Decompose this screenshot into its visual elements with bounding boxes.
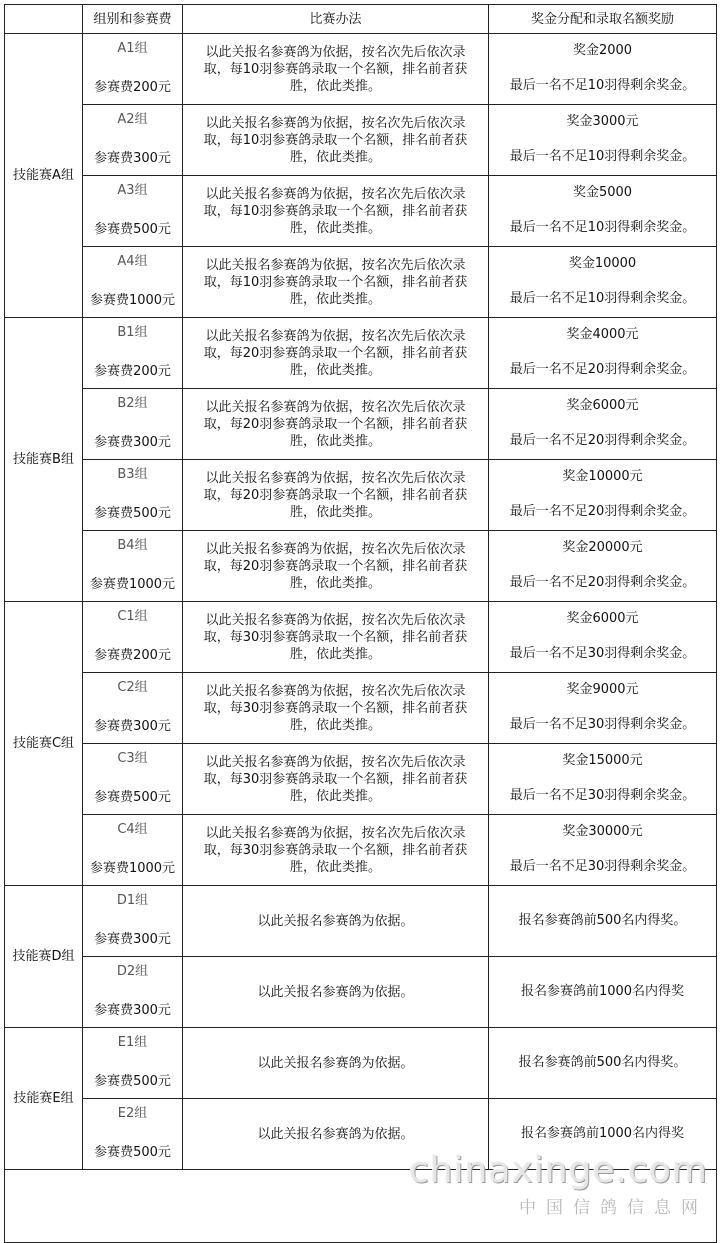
prize-cell [489,247,717,318]
rule-text: 以此关报名参赛鸽为依据，按名次先后依次录取，每10羽参赛鸽录取一个名额，排名前者获胜，依此类推。 [203,44,468,94]
prize-amount: 报名参赛鸽前1000名内得奖 [520,1125,685,1141]
sub-group-cell [83,34,183,105]
table-row [5,957,717,1028]
entry-fee: 参赛费300元 [94,932,171,947]
sub-group-cell [83,105,183,176]
rule-text: 以此关报名参赛鸽为依据，按名次先后依次录取，每30羽参赛鸽录取一个名额，排名前者获胜，依此类推。 [203,612,468,662]
prize-note: 最后一名不足30羽得剩余奖金。 [509,646,696,661]
prize-note: 最后一名不足10羽得剩余奖金。 [509,78,696,93]
rule-text: 以此关报名参赛鸽为依据，按名次先后依次录取，每10羽参赛鸽录取一个名额，排名前者获胜，依此类推。 [203,257,468,307]
sub-group-cell [83,318,183,389]
prize-note: 最后一名不足30羽得剩余奖金。 [509,717,696,732]
sub-group-code: A2组 [117,112,148,127]
prize-cell [489,318,717,389]
rule-cell [183,389,489,460]
entry-fee: 参赛费200元 [94,648,171,663]
prize-note: 最后一名不足20羽得剩余奖金。 [509,504,696,519]
rule-text: 以此关报名参赛鸽为依据，按名次先后依次录取，每20羽参赛鸽录取一个名额，排名前者获胜，依此类推。 [203,470,468,520]
rule-text: 以此关报名参赛鸽为依据，按名次先后依次录取，每20羽参赛鸽录取一个名额，排名前者获胜，依此类推。 [203,541,468,591]
sub-group-cell [83,957,183,1028]
prize-amount: 奖金30000元 [562,824,643,839]
header-blank [5,5,83,34]
rule-cell [183,176,489,247]
rule-text: 以此关报名参赛鸽为依据，按名次先后依次录取，每10羽参赛鸽录取一个名额，排名前者获胜，依此类推。 [203,186,468,236]
sub-group-code: B4组 [117,538,148,553]
prize-cell [489,744,717,815]
table-row [5,673,717,744]
prize-amount: 奖金4000元 [566,327,639,342]
prize-note: 最后一名不足10羽得剩余奖金。 [509,291,696,306]
prize-cell [489,1028,717,1099]
watermark [409,1150,708,1218]
sub-group-cell [83,460,183,531]
prize-amount: 奖金9000元 [566,682,639,697]
sub-group-code: B1组 [117,325,148,340]
prize-amount: 奖金2000 [572,43,633,58]
entry-fee: 参赛费1000元 [89,861,176,876]
sub-group-cell [83,531,183,602]
rule-text: 以此关报名参赛鸽为依据。 [257,1055,414,1071]
table-row [5,34,717,105]
entry-fee: 参赛费200元 [94,364,171,379]
sub-group-code: B2组 [117,396,148,411]
rule-cell [183,34,489,105]
prize-cell [489,176,717,247]
prize-amount: 奖金6000元 [566,398,639,413]
rule-cell [183,247,489,318]
prize-amount: 报名参赛鸽前1000名内得奖 [520,983,685,999]
sub-group-code: E1组 [117,1035,148,1050]
sub-group-cell [83,247,183,318]
prize-cell [489,602,717,673]
sub-group-cell [83,815,183,886]
prize-amount: 奖金6000元 [566,611,639,626]
entry-fee: 参赛费300元 [94,435,171,450]
prize-amount: 奖金10000 [568,256,637,271]
rule-cell [183,318,489,389]
rule-cell [183,673,489,744]
group-name: 技能赛E组 [5,1028,83,1170]
group-name: 技能赛D组 [5,886,83,1028]
table-row [5,105,717,176]
entry-fee: 参赛费300元 [94,719,171,734]
sub-group-code: C4组 [117,822,148,837]
entry-fee: 参赛费300元 [94,1003,171,1018]
sub-group-cell [83,1028,183,1099]
table-row [5,886,717,957]
table-row [5,744,717,815]
entry-fee: 参赛费1000元 [89,577,176,592]
sub-group-code: D2组 [116,964,149,979]
header-rules: 比赛办法 [183,5,489,34]
prize-cell [489,389,717,460]
sub-group-code: C2组 [117,680,148,695]
sub-group-cell [83,389,183,460]
rule-text: 以此关报名参赛鸽为依据。 [257,913,414,929]
prize-amount: 报名参赛鸽前500名内得奖。 [518,912,687,928]
rule-text: 以此关报名参赛鸽为依据，按名次先后依次录取，每30羽参赛鸽录取一个名额，排名前者获胜，依此类推。 [203,825,468,875]
entry-fee: 参赛费500元 [94,1074,171,1089]
sub-group-cell [83,744,183,815]
header-group-fee: 组别和参赛费 [83,5,183,34]
entry-fee: 参赛费500元 [94,506,171,521]
sub-group-cell [83,886,183,957]
rule-cell [183,531,489,602]
table-row [5,602,717,673]
rule-text: 以此关报名参赛鸽为依据，按名次先后依次录取，每30羽参赛鸽录取一个名额，排名前者获胜，依此类推。 [203,683,468,733]
rule-cell [183,105,489,176]
sub-group-cell [83,673,183,744]
rule-text: 以此关报名参赛鸽为依据，按名次先后依次录取，每10羽参赛鸽录取一个名额，排名前者获胜，依此类推。 [203,115,468,165]
table-row [5,247,717,318]
table-row [5,176,717,247]
prize-cell [489,815,717,886]
prize-amount: 奖金3000元 [566,114,639,129]
rule-cell [183,1028,489,1099]
prize-amount: 奖金20000元 [562,540,643,555]
prize-note: 最后一名不足10羽得剩余奖金。 [509,149,696,164]
watermark-name: 中国信鸽信息网 [519,1198,708,1218]
sub-group-code: D1组 [116,893,149,908]
sub-group-cell [83,602,183,673]
entry-fee: 参赛费500元 [94,222,171,237]
sub-group-code: C1组 [117,609,148,624]
entry-fee: 参赛费300元 [94,151,171,166]
table-row [5,815,717,886]
rule-cell [183,602,489,673]
table-row [5,318,717,389]
table-row [5,1028,717,1099]
entry-fee: 参赛费500元 [94,790,171,805]
prize-note: 最后一名不足20羽得剩余奖金。 [509,362,696,377]
rule-text: 以此关报名参赛鸽为依据。 [257,984,414,1000]
prize-note: 最后一名不足20羽得剩余奖金。 [509,575,696,590]
group-name: 技能赛B组 [5,318,83,602]
header-prize: 奖金分配和录取名额奖励 [489,5,717,34]
table-row [5,389,717,460]
prize-note: 最后一名不足10羽得剩余奖金。 [509,220,696,235]
sub-group-code: A1组 [117,41,148,56]
prize-cell [489,105,717,176]
table-row [5,460,717,531]
header-row [5,5,717,34]
prize-cell [489,886,717,957]
prize-amount: 报名参赛鸽前500名内得奖。 [518,1054,687,1070]
sub-group-cell [83,1099,183,1170]
rule-cell [183,886,489,957]
prize-amount: 奖金5000 [572,185,633,200]
prize-amount: 奖金15000元 [562,753,643,768]
prize-cell [489,673,717,744]
watermark-site: chinaxinge.com [409,1150,708,1191]
entry-fee: 参赛费1000元 [89,293,176,308]
rule-cell [183,815,489,886]
sub-group-code: A3组 [117,183,148,198]
sub-group-code: B3组 [117,467,148,482]
prize-note: 最后一名不足30羽得剩余奖金。 [509,788,696,803]
prize-amount: 奖金10000元 [562,469,643,484]
rule-text: 以此关报名参赛鸽为依据，按名次先后依次录取，每30羽参赛鸽录取一个名额，排名前者获胜，依此类推。 [203,754,468,804]
table-body [5,34,717,1170]
competition-table [4,4,717,1243]
group-name: 技能赛C组 [5,602,83,886]
rule-text: 以此关报名参赛鸽为依据，按名次先后依次录取，每20羽参赛鸽录取一个名额，排名前者获胜，依此类推。 [203,399,468,449]
rule-text: 以此关报名参赛鸽为依据。 [257,1126,414,1142]
prize-cell [489,957,717,1028]
rule-text: 以此关报名参赛鸽为依据，按名次先后依次录取，每20羽参赛鸽录取一个名额，排名前者获胜，依此类推。 [203,328,468,378]
prize-cell [489,34,717,105]
sub-group-cell [83,176,183,247]
table-row [5,531,717,602]
sub-group-code: A4组 [117,254,148,269]
rule-cell [183,460,489,531]
sub-group-code: C3组 [117,751,148,766]
rule-cell [183,744,489,815]
entry-fee: 参赛费200元 [94,80,171,95]
prize-note: 最后一名不足30羽得剩余奖金。 [509,859,696,874]
prize-cell [489,531,717,602]
rule-cell [183,957,489,1028]
group-name: 技能赛A组 [5,34,83,318]
entry-fee: 参赛费500元 [94,1145,171,1160]
prize-note: 最后一名不足20羽得剩余奖金。 [509,433,696,448]
prize-cell [489,460,717,531]
sub-group-code: E2组 [117,1106,148,1121]
